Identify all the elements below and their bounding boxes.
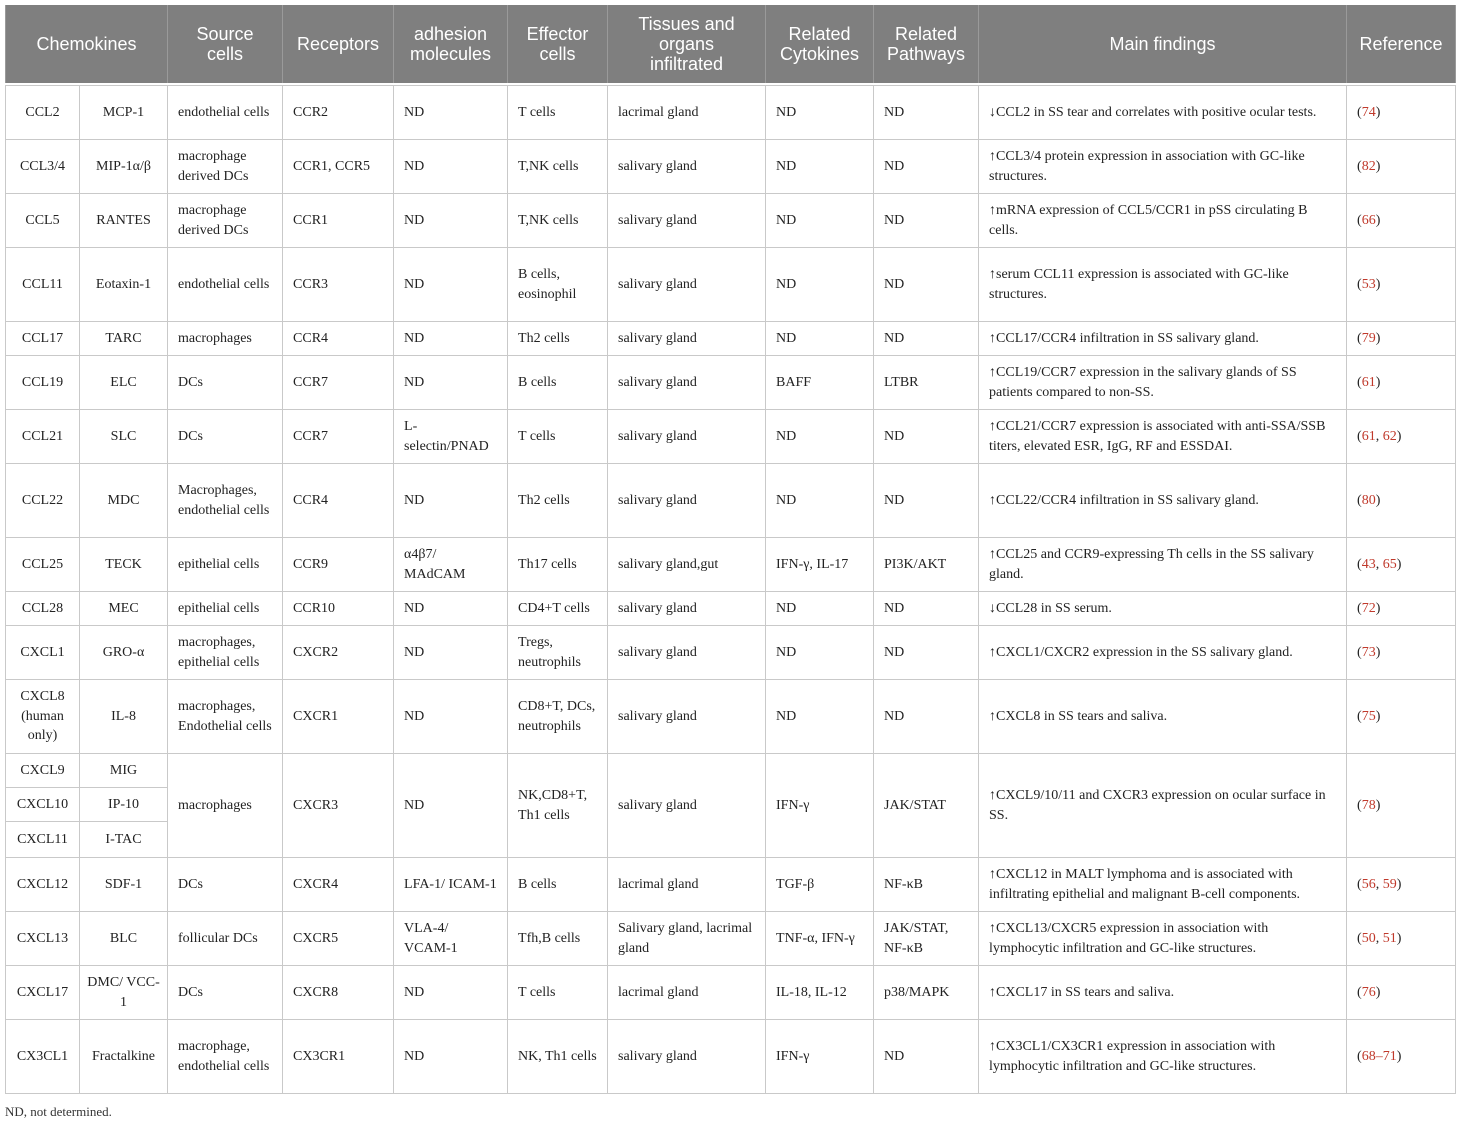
related-cytokines: ND bbox=[766, 194, 874, 248]
tissues-infiltrated: lacrimal gland bbox=[608, 86, 766, 140]
source-cells: Macrophages, endothelial cells bbox=[168, 464, 283, 538]
table-row bbox=[6, 410, 1456, 464]
reference-link[interactable]: 82 bbox=[1361, 158, 1376, 174]
effector-cells: CD8+T, DCs, neutrophils bbox=[508, 680, 608, 754]
reference-link[interactable]: 74 bbox=[1361, 104, 1376, 120]
related-pathways: ND bbox=[874, 464, 979, 538]
tissues-infiltrated: salivary gland bbox=[608, 410, 766, 464]
receptors: CCR3 bbox=[283, 248, 394, 322]
header-adhesion-molecules: adhesion molecules bbox=[394, 5, 508, 83]
header-main-findings: Main findings bbox=[979, 5, 1347, 83]
main-finding: ↑CXCL8 in SS tears and saliva. bbox=[979, 680, 1347, 754]
chemokine-name: CCL11 bbox=[6, 248, 80, 322]
chemokine-name: CCL22 bbox=[6, 464, 80, 538]
reference-link[interactable]: 75 bbox=[1361, 708, 1376, 724]
related-cytokines: ND bbox=[766, 86, 874, 140]
related-pathways: ND bbox=[874, 322, 979, 356]
receptors: CXCR1 bbox=[283, 680, 394, 754]
effector-cells: Th2 cells bbox=[508, 322, 608, 356]
effector-cells: Tregs, neutrophils bbox=[508, 626, 608, 680]
reference-link[interactable]: 80 bbox=[1361, 492, 1376, 508]
chemokine-name: CCL5 bbox=[6, 194, 80, 248]
adhesion-molecules: ND bbox=[394, 86, 508, 140]
reference-cell: (68–71) bbox=[1347, 1020, 1456, 1094]
table-row bbox=[6, 966, 1456, 1020]
source-cells: macrophage, endothelial cells bbox=[168, 1020, 283, 1094]
reference-link[interactable]: 59 bbox=[1382, 876, 1397, 892]
adhesion-molecules: ND bbox=[394, 356, 508, 410]
receptors: CXCR8 bbox=[283, 966, 394, 1020]
tissues-infiltrated: salivary gland bbox=[608, 140, 766, 194]
related-cytokines: IFN-γ bbox=[766, 754, 874, 858]
adhesion-molecules: ND bbox=[394, 680, 508, 754]
related-pathways: PI3K/AKT bbox=[874, 538, 979, 592]
reference-link[interactable]: 62 bbox=[1382, 428, 1397, 444]
chemokine-name: CXCL8 (human only) bbox=[6, 680, 80, 754]
table-row bbox=[6, 680, 1456, 754]
table-row bbox=[6, 248, 1456, 322]
receptors: CCR10 bbox=[283, 592, 394, 626]
related-pathways: NF-κB bbox=[874, 858, 979, 912]
chemokine-alias: GRO-α bbox=[80, 626, 168, 680]
main-finding: ↑CX3CL1/CX3CR1 expression in association with lymphocytic infiltration and GC-like structures. bbox=[979, 1020, 1347, 1094]
header-source-cells: Source cells bbox=[168, 5, 283, 83]
related-pathways: LTBR bbox=[874, 356, 979, 410]
reference-cell: (78) bbox=[1347, 754, 1456, 858]
source-cells: macrophages, epithelial cells bbox=[168, 626, 283, 680]
related-pathways: JAK/STAT bbox=[874, 754, 979, 858]
chemokine-alias: MEC bbox=[80, 592, 168, 626]
main-finding: ↑CCL17/CCR4 infiltration in SS salivary gland. bbox=[979, 322, 1347, 356]
chemokine-name: CXCL9 bbox=[6, 754, 80, 788]
related-cytokines: TNF-α, IFN-γ bbox=[766, 912, 874, 966]
chemokine-name: CCL25 bbox=[6, 538, 80, 592]
receptors: CXCR3 bbox=[283, 754, 394, 858]
source-cells: endothelial cells bbox=[168, 248, 283, 322]
adhesion-molecules: ND bbox=[394, 1020, 508, 1094]
adhesion-molecules: ND bbox=[394, 626, 508, 680]
main-finding: ↑CCL25 and CCR9-expressing Th cells in the SS salivary gland. bbox=[979, 538, 1347, 592]
table-row bbox=[6, 194, 1456, 248]
main-finding: ↓CCL28 in SS serum. bbox=[979, 592, 1347, 626]
main-finding: ↑CCL3/4 protein expression in association with GC-like structures. bbox=[979, 140, 1347, 194]
main-finding: ↑CCL19/CCR7 expression in the salivary glands of SS patients compared to non-SS. bbox=[979, 356, 1347, 410]
header-row bbox=[6, 5, 1456, 83]
chemokine-alias: I-TAC bbox=[80, 822, 168, 858]
related-pathways: ND bbox=[874, 680, 979, 754]
reference-link[interactable]: 66 bbox=[1361, 212, 1376, 228]
reference-link[interactable]: 65 bbox=[1382, 556, 1397, 572]
related-cytokines: ND bbox=[766, 680, 874, 754]
chemokine-name: CXCL1 bbox=[6, 626, 80, 680]
chemokine-name: CXCL13 bbox=[6, 912, 80, 966]
receptors: CCR4 bbox=[283, 322, 394, 356]
tissues-infiltrated: salivary gland bbox=[608, 322, 766, 356]
source-cells: DCs bbox=[168, 410, 283, 464]
reference-cell: (72) bbox=[1347, 592, 1456, 626]
receptors: CCR1 bbox=[283, 194, 394, 248]
source-cells: endothelial cells bbox=[168, 86, 283, 140]
effector-cells: B cells, eosinophil bbox=[508, 248, 608, 322]
header-receptors: Receptors bbox=[283, 5, 394, 83]
receptors: CCR2 bbox=[283, 86, 394, 140]
header-effector-cells: Effector cells bbox=[508, 5, 608, 83]
header-related-pathways: Related Pathways bbox=[874, 5, 979, 83]
related-cytokines: ND bbox=[766, 410, 874, 464]
reference-cell: (76) bbox=[1347, 966, 1456, 1020]
tissues-infiltrated: salivary gland bbox=[608, 356, 766, 410]
related-pathways: ND bbox=[874, 86, 979, 140]
chemokine-alias: TECK bbox=[80, 538, 168, 592]
adhesion-molecules: LFA-1/ ICAM-1 bbox=[394, 858, 508, 912]
chemokine-name: CX3CL1 bbox=[6, 1020, 80, 1094]
header-tissues: Tissues and organs infiltrated bbox=[608, 5, 766, 83]
receptors: CX3CR1 bbox=[283, 1020, 394, 1094]
related-pathways: p38/MAPK bbox=[874, 966, 979, 1020]
effector-cells: T cells bbox=[508, 86, 608, 140]
chemokine-name: CCL28 bbox=[6, 592, 80, 626]
chemokine-table-container bbox=[5, 5, 1455, 1094]
receptors: CCR7 bbox=[283, 356, 394, 410]
receptors: CXCR4 bbox=[283, 858, 394, 912]
effector-cells: T cells bbox=[508, 966, 608, 1020]
header-related-cytokines: Related Cytokines bbox=[766, 5, 874, 83]
related-pathways: ND bbox=[874, 626, 979, 680]
source-cells: macrophages, Endothelial cells bbox=[168, 680, 283, 754]
main-finding: ↑CXCL9/10/11 and CXCR3 expression on ocular surface in SS. bbox=[979, 754, 1347, 858]
adhesion-molecules: ND bbox=[394, 754, 508, 858]
reference-cell: (82) bbox=[1347, 140, 1456, 194]
chemokine-alias: Eotaxin-1 bbox=[80, 248, 168, 322]
reference-link[interactable]: 43 bbox=[1361, 556, 1376, 572]
table-row bbox=[6, 912, 1456, 966]
reference-cell: (56, 59) bbox=[1347, 858, 1456, 912]
adhesion-molecules: ND bbox=[394, 322, 508, 356]
chemokine-alias: MCP-1 bbox=[80, 86, 168, 140]
reference-cell: (43, 65) bbox=[1347, 538, 1456, 592]
adhesion-molecules: ND bbox=[394, 966, 508, 1020]
source-cells: epithelial cells bbox=[168, 592, 283, 626]
table-row bbox=[6, 356, 1456, 410]
adhesion-molecules: ND bbox=[394, 140, 508, 194]
chemokine-table bbox=[5, 5, 1456, 1094]
main-finding: ↑CCL22/CCR4 infiltration in SS salivary gland. bbox=[979, 464, 1347, 538]
effector-cells: T cells bbox=[508, 410, 608, 464]
table-row bbox=[6, 754, 1456, 788]
related-pathways: ND bbox=[874, 194, 979, 248]
main-finding: ↑CXCL17 in SS tears and saliva. bbox=[979, 966, 1347, 1020]
related-cytokines: ND bbox=[766, 140, 874, 194]
related-cytokines: ND bbox=[766, 626, 874, 680]
chemokine-alias: DMC/ VCC-1 bbox=[80, 966, 168, 1020]
receptors: CCR9 bbox=[283, 538, 394, 592]
related-cytokines: BAFF bbox=[766, 356, 874, 410]
tissues-infiltrated: salivary gland bbox=[608, 592, 766, 626]
tissues-infiltrated: Salivary gland, lacrimal gland bbox=[608, 912, 766, 966]
reference-link[interactable]: 50 bbox=[1361, 930, 1376, 946]
table-row bbox=[6, 592, 1456, 626]
related-pathways: ND bbox=[874, 410, 979, 464]
reference-cell: (75) bbox=[1347, 680, 1456, 754]
reference-cell: (61, 62) bbox=[1347, 410, 1456, 464]
main-finding: ↑CXCL1/CXCR2 expression in the SS salivary gland. bbox=[979, 626, 1347, 680]
effector-cells: CD4+T cells bbox=[508, 592, 608, 626]
chemokine-alias: MIG bbox=[80, 754, 168, 788]
tissues-infiltrated: salivary gland,gut bbox=[608, 538, 766, 592]
effector-cells: Th17 cells bbox=[508, 538, 608, 592]
chemokine-alias: BLC bbox=[80, 912, 168, 966]
source-cells: DCs bbox=[168, 966, 283, 1020]
chemokine-name: CXCL11 bbox=[6, 822, 80, 858]
adhesion-molecules: ND bbox=[394, 592, 508, 626]
source-cells: DCs bbox=[168, 356, 283, 410]
reference-link[interactable]: 61 bbox=[1361, 428, 1376, 444]
receptors: CXCR2 bbox=[283, 626, 394, 680]
adhesion-molecules: ND bbox=[394, 464, 508, 538]
reference-link[interactable]: 73 bbox=[1361, 644, 1376, 660]
chemokine-alias: SLC bbox=[80, 410, 168, 464]
adhesion-molecules: L-selectin/PNAD bbox=[394, 410, 508, 464]
chemokine-name: CCL21 bbox=[6, 410, 80, 464]
related-cytokines: ND bbox=[766, 464, 874, 538]
main-finding: ↑CXCL13/CXCR5 expression in association with lymphocytic infiltration and GC-like structures. bbox=[979, 912, 1347, 966]
table-row bbox=[6, 86, 1456, 140]
receptors: CCR1, CCR5 bbox=[283, 140, 394, 194]
reference-link[interactable]: 76 bbox=[1361, 984, 1376, 1000]
tissues-infiltrated: salivary gland bbox=[608, 626, 766, 680]
table-row bbox=[6, 464, 1456, 538]
reference-link[interactable]: 51 bbox=[1382, 930, 1397, 946]
effector-cells: Th2 cells bbox=[508, 464, 608, 538]
related-cytokines: ND bbox=[766, 322, 874, 356]
receptors: CCR7 bbox=[283, 410, 394, 464]
chemokine-alias: TARC bbox=[80, 322, 168, 356]
reference-link[interactable]: 72 bbox=[1361, 600, 1376, 616]
reference-link[interactable]: 68–71 bbox=[1361, 1048, 1397, 1064]
tissues-infiltrated: lacrimal gland bbox=[608, 966, 766, 1020]
source-cells: epithelial cells bbox=[168, 538, 283, 592]
reference-link[interactable]: 61 bbox=[1361, 374, 1376, 390]
main-finding: ↓CCL2 in SS tear and correlates with positive ocular tests. bbox=[979, 86, 1347, 140]
chemokine-alias: IP-10 bbox=[80, 788, 168, 822]
chemokine-alias: SDF-1 bbox=[80, 858, 168, 912]
related-pathways: JAK/STAT, NF-κB bbox=[874, 912, 979, 966]
related-cytokines: ND bbox=[766, 248, 874, 322]
effector-cells: NK, Th1 cells bbox=[508, 1020, 608, 1094]
table-row bbox=[6, 140, 1456, 194]
header-reference: Reference bbox=[1347, 5, 1456, 83]
table-row bbox=[6, 322, 1456, 356]
source-cells: macrophage derived DCs bbox=[168, 194, 283, 248]
effector-cells: T,NK cells bbox=[508, 140, 608, 194]
chemokine-alias: Fractalkine bbox=[80, 1020, 168, 1094]
main-finding: ↑mRNA expression of CCL5/CCR1 in pSS circulating B cells. bbox=[979, 194, 1347, 248]
reference-cell: (73) bbox=[1347, 626, 1456, 680]
tissues-infiltrated: lacrimal gland bbox=[608, 858, 766, 912]
receptors: CXCR5 bbox=[283, 912, 394, 966]
tissues-infiltrated: salivary gland bbox=[608, 680, 766, 754]
main-finding: ↑CCL21/CCR7 expression is associated with anti-SSA/SSB titers, elevated ESR, IgG, RF and ESSDAI. bbox=[979, 410, 1347, 464]
header-chemokines: Chemokines bbox=[6, 5, 168, 83]
chemokine-name: CCL2 bbox=[6, 86, 80, 140]
chemokine-alias: MIP-1α/β bbox=[80, 140, 168, 194]
chemokine-name: CCL3/4 bbox=[6, 140, 80, 194]
table-row bbox=[6, 626, 1456, 680]
chemokine-name: CXCL10 bbox=[6, 788, 80, 822]
reference-link[interactable]: 78 bbox=[1361, 797, 1376, 813]
effector-cells: B cells bbox=[508, 356, 608, 410]
related-cytokines: ND bbox=[766, 592, 874, 626]
tissues-infiltrated: salivary gland bbox=[608, 248, 766, 322]
related-cytokines: IFN-γ bbox=[766, 1020, 874, 1094]
reference-link[interactable]: 79 bbox=[1361, 330, 1376, 346]
tissues-infiltrated: salivary gland bbox=[608, 1020, 766, 1094]
reference-cell: (50, 51) bbox=[1347, 912, 1456, 966]
reference-link[interactable]: 56 bbox=[1361, 876, 1376, 892]
source-cells: DCs bbox=[168, 858, 283, 912]
reference-cell: (66) bbox=[1347, 194, 1456, 248]
effector-cells: T,NK cells bbox=[508, 194, 608, 248]
effector-cells: Tfh,B cells bbox=[508, 912, 608, 966]
main-finding: ↑CXCL12 in MALT lymphoma and is associated with infiltrating epithelial and malignant B-cell components. bbox=[979, 858, 1347, 912]
effector-cells: NK,CD8+T, Th1 cells bbox=[508, 754, 608, 858]
source-cells: macrophages bbox=[168, 754, 283, 858]
source-cells: macrophage derived DCs bbox=[168, 140, 283, 194]
main-finding: ↑serum CCL11 expression is associated with GC-like structures. bbox=[979, 248, 1347, 322]
reference-cell: (79) bbox=[1347, 322, 1456, 356]
chemokine-name: CCL19 bbox=[6, 356, 80, 410]
chemokine-name: CXCL17 bbox=[6, 966, 80, 1020]
adhesion-molecules: α4β7/ MAdCAM bbox=[394, 538, 508, 592]
chemokine-alias: RANTES bbox=[80, 194, 168, 248]
table-body bbox=[6, 86, 1456, 1094]
chemokine-name: CCL17 bbox=[6, 322, 80, 356]
table-row bbox=[6, 1020, 1456, 1094]
reference-link[interactable]: 53 bbox=[1361, 276, 1376, 292]
related-pathways: ND bbox=[874, 140, 979, 194]
related-cytokines: IFN-γ, IL-17 bbox=[766, 538, 874, 592]
related-pathways: ND bbox=[874, 1020, 979, 1094]
reference-cell: (53) bbox=[1347, 248, 1456, 322]
source-cells: follicular DCs bbox=[168, 912, 283, 966]
reference-cell: (61) bbox=[1347, 356, 1456, 410]
related-pathways: ND bbox=[874, 248, 979, 322]
source-cells: macrophages bbox=[168, 322, 283, 356]
related-cytokines: TGF-β bbox=[766, 858, 874, 912]
chemokine-name: CXCL12 bbox=[6, 858, 80, 912]
tissues-infiltrated: salivary gland bbox=[608, 464, 766, 538]
chemokine-alias: MDC bbox=[80, 464, 168, 538]
chemokine-alias: IL-8 bbox=[80, 680, 168, 754]
table-row bbox=[6, 858, 1456, 912]
tissues-infiltrated: salivary gland bbox=[608, 194, 766, 248]
related-cytokines: IL-18, IL-12 bbox=[766, 966, 874, 1020]
chemokine-alias: ELC bbox=[80, 356, 168, 410]
tissues-infiltrated: salivary gland bbox=[608, 754, 766, 858]
adhesion-molecules: ND bbox=[394, 248, 508, 322]
table-row bbox=[6, 538, 1456, 592]
footnote: ND, not determined. bbox=[5, 1104, 112, 1119]
related-pathways: ND bbox=[874, 592, 979, 626]
effector-cells: B cells bbox=[508, 858, 608, 912]
reference-cell: (80) bbox=[1347, 464, 1456, 538]
reference-cell: (74) bbox=[1347, 86, 1456, 140]
adhesion-molecules: ND bbox=[394, 194, 508, 248]
receptors: CCR4 bbox=[283, 464, 394, 538]
adhesion-molecules: VLA-4/ VCAM-1 bbox=[394, 912, 508, 966]
